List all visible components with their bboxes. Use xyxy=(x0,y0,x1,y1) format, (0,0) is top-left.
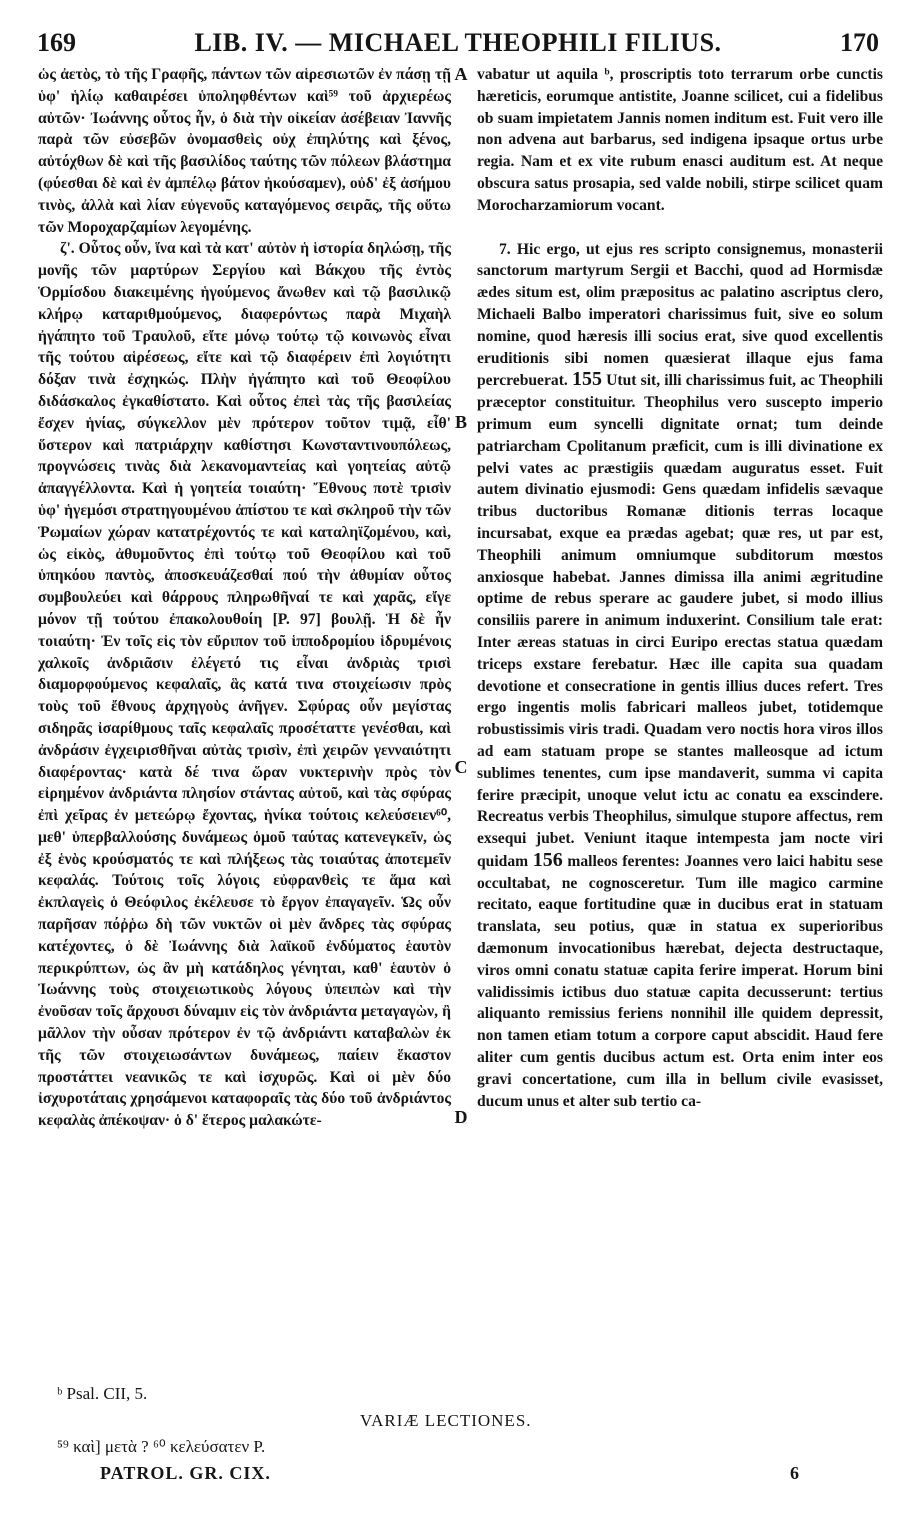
marginal-number-156: 156 xyxy=(532,848,563,871)
greek-column xyxy=(38,64,451,1132)
scripture-footnote: ᵇ Psal. CII, 5. xyxy=(57,1384,148,1403)
running-header xyxy=(37,28,879,62)
running-title: LIB. IV. — MICHAEL THEOPHILI FILIUS. xyxy=(194,28,722,57)
latin-column xyxy=(477,64,883,1112)
latin-text-b: Utut sit, illi charissimus fuit, ac Theophili præceptor constituitur. Theophilus vero suscepto imperio primum eum syncelli dignitate ornat; tum deinde patriarcham Cpolitanum præficit, cum is illi divinatione ex pelvi vates ac præstigiis quædam auguratus esset. Fuit autem divinatio ejusmodi: Gens quædam infidelis sævaque tribus ductoribus Romanæ ditionis terras locaque incursabat, exque ea prædas agebat; quæ res, ut par est, Theophili animum omniumque subditorum mœstos anxiosque habebat. Jannes dimissa illa animi ægritudine optime de rebus sperare ac gaudere jubet, si modo illius consiliis parere in animum induxerint. Consilium tale erat: Inter æreas statuas in circi Euripo erectas statua quædam triceps exstare ferebatur. Hæc ille capita sua quadam devotione et consecratione in gentis illius duces refert. Tres ergo ingentis molis fabricari malleos jubet, totidemque robustissimis viris tradi. Quadam vero noctis hora viros illos ad eam statuam prope se stantes malleosque ad ictum sublimes tenentes, cum ipse mandaverit, summa vi capita ferire præcipit, unoque velut ictu ac conatu ea exscindere. Recreatus verbis Theophilus, simulque stupore affectus, rem exsequi jubet. Veniunt itaque intempesta jam nocte viri quidam xyxy=(477,372,883,870)
variant-readings: ⁵⁹ καὶ] μετὰ ? ⁶⁰ κελεύσατεν P. xyxy=(57,1437,266,1456)
marginal-number-155: 155 xyxy=(571,368,602,391)
latin-paragraph-2 xyxy=(477,239,883,1113)
variae-lectiones-heading: VARIÆ LECTIONES. xyxy=(360,1411,532,1430)
margin-letter-b: B xyxy=(454,412,467,432)
series-signature: PATROL. GR. CIX. xyxy=(100,1463,271,1483)
latin-paragraph-1: vabatur ut aquila ᵇ, proscriptis toto terrarum orbe cunctis hæreticis, eorumque antistite, Joanne scilicet, cui a fidelibus ob suam impietatem Jannis nomen inditum est. Fuit vero ille non advena aut barbarus, sed indigena ipsaque ortus urbe regia. Nam et ex vite rubum enasci auditum est. At neque obscura satus prosapia, sed valde nobili, stirpe scilicet quam Morocharzamiorum vocant. xyxy=(477,66,883,214)
margin-letter-d: D xyxy=(454,1107,468,1127)
margin-letter-a: A xyxy=(454,64,468,84)
latin-text-c: malleos ferentes: Joannes vero laici habitu sese occultabat, ne cognosceretur. Tum ille magico carmine recitato, eaque fortitudine quæ in ducibus erat in statuam translata, seu potius, quæ in statua ex superioribus dæmonum invocationibus hærebat, dejecta destructaque, viros omni conatu statuæ capita ferire imperat. Horum bini validissimis ictibus duo statuæ capita decusserunt: tertius aliquanto remissius feriens nonnihil ille quidem depressit, non tamen etiam totum a corpore caput abscidit. Haud fere aliter cum gentis ducibus actum est. Orta enim inter eos gravi concertatione, cum illa in bellum civile evasisset, ducum unus et alter sub tertio ca- xyxy=(477,852,883,1110)
margin-letter-c: C xyxy=(454,757,468,777)
page-number-right: 170 xyxy=(840,28,879,57)
latin-text-a: 7. Hic ergo, ut ejus res scripto consignemus, monasterii sanctorum martyrum Sergii et Bacchi, quod ad Hormisdæ ædes situm est, olim præpositus ac palatino ascriptus clero, Michaeli Balbo imperatori charissimus fuit, sive eo solum nomine, quod hæresis illi socius erat, sive quod excellentis eruditionis sibi nomen quæsierat illaque ejus fama percrebuerat. xyxy=(477,240,883,390)
greek-paragraph-1: ὡς ἀετὸς, τὸ τῆς Γραφῆς, πάντων τῶν αἱρεσιωτῶν ἐν πάσῃ τῇ ὑφ' ἡλίῳ καθαιρέσει ὑποληφθέντων καὶ⁵⁹ τοῦ ἀρχιερέως αὐτῶν· Ἰωάννης οὗτος ἦν, ὁ διὰ τὴν οἰκείαν ἀσέβειαν Ἰαννῆς παρὰ τῶν εὐσεβῶν ὀνομασθεὶς οὐχ ἐπηλύτης καὶ ξένος, αὐτόχθων δὲ καὶ τῆς βασιλίδος ταύτης τῶν πόλεων βλάστημα (φύεσθαι δὲ καὶ ἐν ἀμπέλῳ βάτον ἠκούσαμεν), οὐδ' ἐξ ἀσήμου τινὸς, ἀλλὰ καὶ λίαν εὐγενοῦς καταγόμενος σειρᾶς, τῆς οὕτω τῶν Μοροχαρζαμίων λεγομένης. xyxy=(38,66,451,236)
greek-paragraph-2: ζ'. Οὗτος οὖν, ἵνα καὶ τὰ κατ' αὐτὸν ἡ ἱστορία δηλώσῃ, τῆς μονῆς τῶν μαρτύρων Σεργίου καὶ Βάκχου τῆς ἐντὸς Ὁρμίσδου διακειμένης ἡγούμενος ἄνωθεν καὶ τῷ βασιλικῷ κλήρῳ καταριθμούμενος, διαφερόντως παρὰ Μιχαὴλ ἠγάπητο τοῦ Τραυλοῦ, εἴτε μόνῳ τούτῳ τῷ κοινωνὸς εἶναι τῆς τούτου αἱρέσεως, εἴτε καὶ τῷ διαφέρειν ἐπὶ λογιότητι δόξαν τινὰ ἐσχηκώς. Πλὴν ἠγάπητο καὶ τοῦ Θεοφίλου διδάσκαλος ἐγκαθίστατο. Καὶ οὗτος ἐπεὶ τὰς τῆς βασιλείας ἔσχεν ἡνίας, σύγκελλον μὲν πρότερον τοῦτον τιμᾷ, εἶθ' ὕστερον καὶ πατριάρχην καθίστησι Κωνσταντινουπόλεως, προγνώσεις τινὰς διὰ λεκανομαντείας καὶ γοητείας αὐτῷ ἀπαγγέλλοντα. Καὶ ἡ γοητεία τοιαύτη· Ἔθνους ποτὲ τρισὶν ὑφ' ἡγεμόσι στρατηγουμένου ἀπίστου τε καὶ σκληροῦ τὴν τῶν Ῥωμαίων χώραν κατατρέχοντός τε καὶ καταληϊζομένου, καὶ, ὡς εἰκὸς, ἀθυμοῦντος ἐπὶ τούτῳ τοῦ Θεοφίλου καὶ τοῦ ὑπηκόου παντὸς, ἀποσκευάζεσθαί πού τὴν ἀθυμίαν οὗτος συμβουλεύει καὶ θάρρους πληρωθῆναί τε καὶ χαρᾶς, εἴγε μόνον τῇ τούτου ἐπακολουθοίη [P. 97] βουλῇ. Ἡ δὲ ἦν τοιαύτη· Ἐν τοῖς εἰς τὸν εὔριπον τοῦ ἱπποδρομίου ἱδρυμένοις χαλκοῖς ἀνδριᾶσιν ἐλέγετό τις εἶναι ἀνδριὰς τρισὶ διαμορφούμενος κεφαλαῖς, ἃς κατά τινα στοιχείωσιν πρὸς τοὺς τοῦ ἔθνους ἀρχηγοὺς ἀνῆγεν. Σφύρας οὖν μεγίστας σιδηρᾶς ἰσαρίθμους ταῖς κεφαλαῖς προσέταττε γενέσθαι, καὶ ἀνδράσιν ἐγχειρισθῆναι αὐτὰς τρισὶν, ἐπὶ χειρῶν γενναιότητι διαφέροντας· κατὰ δέ τινα ὥραν νυκτερινὴν πρὸς τὸν εἰρημένον ἀνδριάντα πλησίον στάντας αὐτοῦ, καὶ τὰς σφύρας ἐπὶ χεῖρας ἐν μετεώρῳ ἔχοντας, ἡνίκα τούτοις κελεύσειεν⁶⁰, μεθ' ὑπερβαλλούσης δυνάμεως ὁμοῦ ταύτας κατενεγκεῖν, ὡς ἐξ ἑνὸς κρούσματός τε καὶ πλήξεως τὰς τοιαύτας ἀποτεμεῖν κεφαλάς. Τούτοις τοῖς λόγοις εὐφρανθεὶς τε ἅμα καὶ ἐκπλαγεὶς ὁ Θεόφιλος ἐκέλευσε τὸ ἔργον ἐπαγαγεῖν. Ὡς οὖν παρῆσαν πόῤῥω δὴ τῶν νυκτῶν οἱ μὲν ἄνδρες τὰς σφύρας κατέχοντες, ὁ δὲ Ἰωάννης διὰ λαϊκοῦ ἐνδύματος ἑαυτὸν περικρύπτων, ὡς ἂν μὴ κατάδηλος γένηται, καθ' ἑαυτὸν ὁ Ἰωάννης τοὺς στοιχειωτικοὺς λόγους ὑπειπὼν καὶ τὴν ἐνοῦσαν τοῖς ἄρχουσι δύναμιν εἰς τὸν ἀνδριάντα μεταγαγὼν, ἢ μᾶλλον τὴν οὖσαν πρότερον ἐν τῷ ἀνδριάντι καταβαλὼν ἐκ τῆς τῶν στοιχειωσάντων δυνάμεως, παίειν ἕκαστον προστάττει νεανικῶς τε καὶ ἰσχυρῶς. Καὶ οἱ μὲν δύο ἰσχυροτάταις χρησάμενοι καταφοραῖς τὰς δύο τοῦ ἀνδριάντος κεφαλὰς ἀπέκοψαν· ὁ δ' ἕτερος μαλακώτε- xyxy=(38,240,451,1130)
page-number-left: 169 xyxy=(37,28,76,57)
gathering-signature: 6 xyxy=(790,1463,799,1483)
